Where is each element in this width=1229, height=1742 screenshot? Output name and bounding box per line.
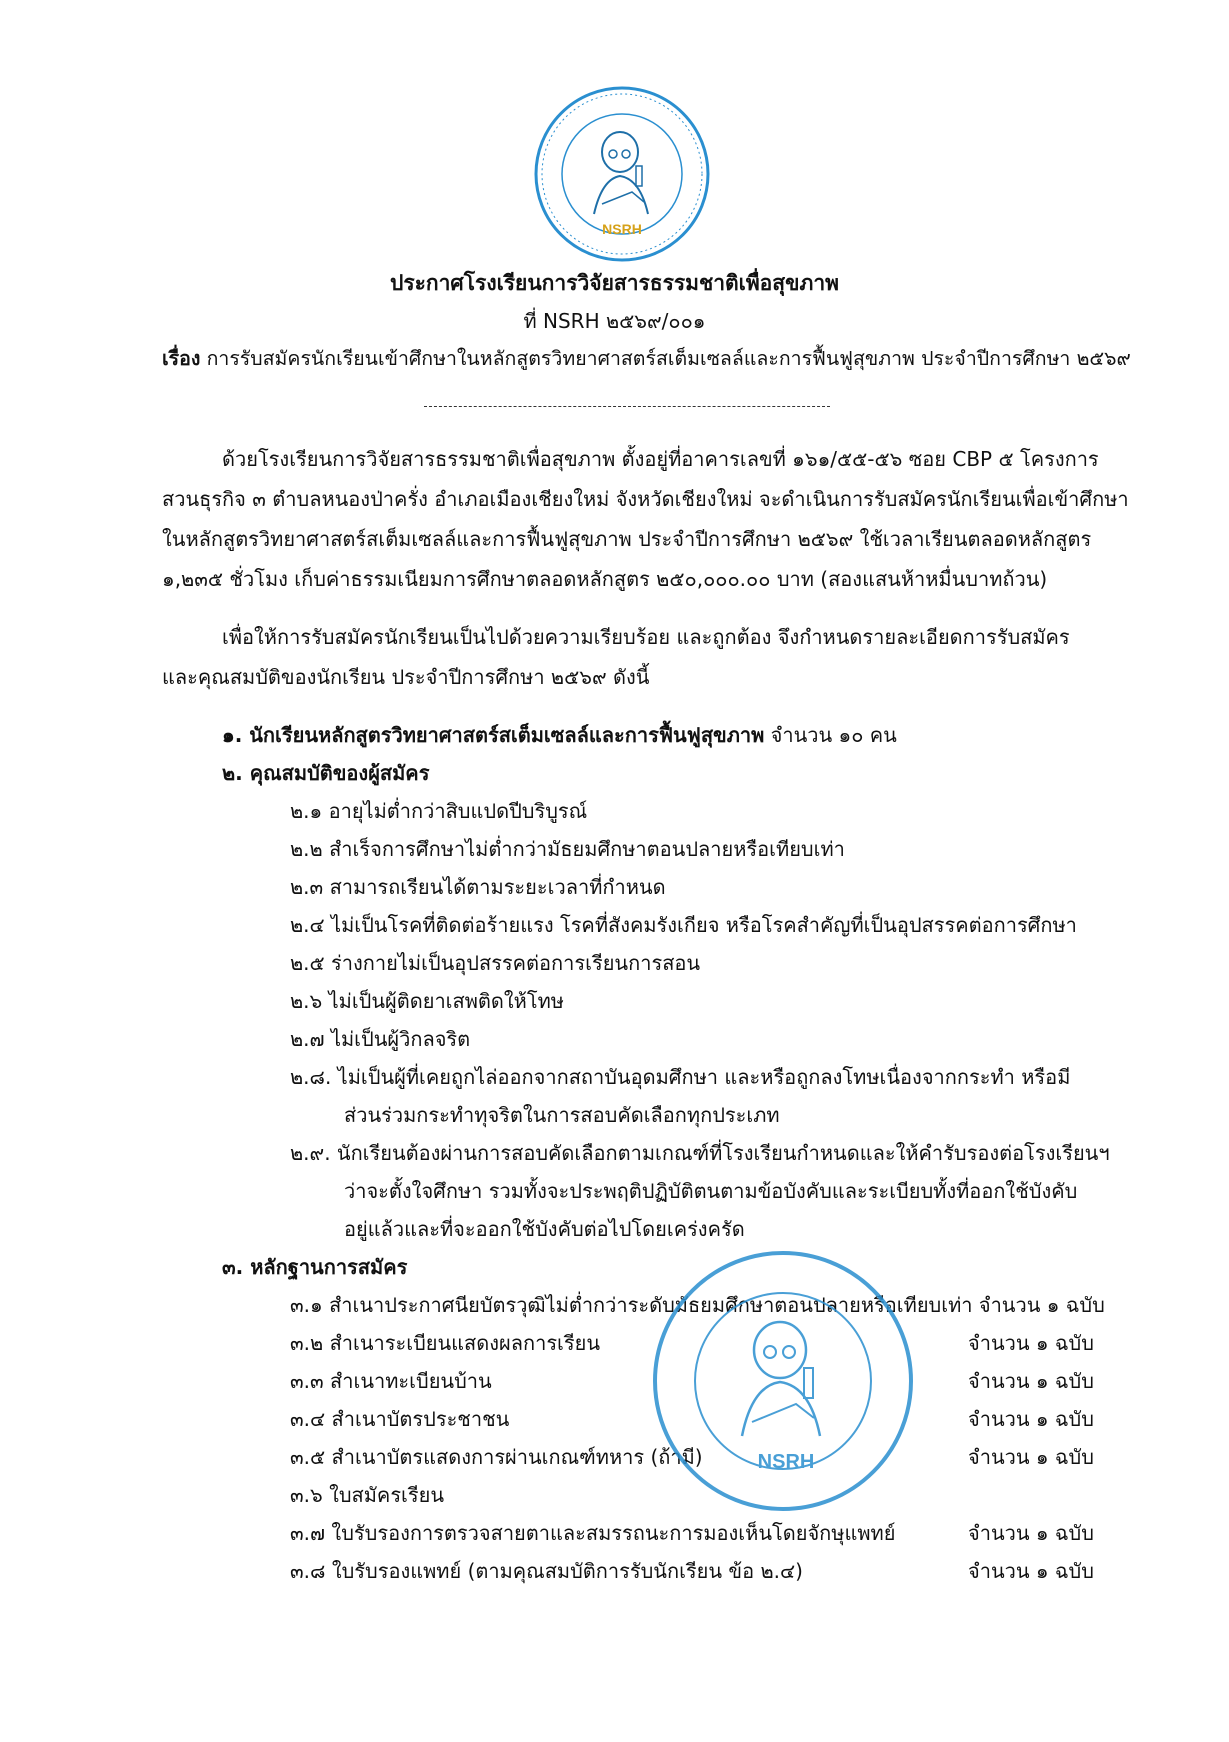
- document-item: ๓.๘ ใบรับรองแพทย์ (ตามคุณสมบัติการรับนักเรียน ข้อ ๒.๔): [290, 1559, 803, 1583]
- qualification-item: ๒.๘. ไม่เป็นผู้ที่เคยถูกไล่ออกจากสถาบันอุดมศึกษา และหรือถูกลงโทษเนื่องจากกระทำ หรือมี: [290, 1065, 1071, 1089]
- qualification-item: ๒.๗ ไม่เป็นผู้วิกลจริต: [290, 1027, 471, 1051]
- document-item: ๓.๓ สำเนาทะเบียนบ้าน: [290, 1369, 492, 1393]
- subject-text: การรับสมัครนักเรียนเข้าศึกษาในหลักสูตรวิทยาศาสตร์สเต็มเซลล์และการฟื้นฟูสุขภาพ ประจำปีการศึกษา ๒๕๖๙: [200, 347, 1131, 370]
- qualification-item: ๒.๒ สำเร็จการศึกษาไม่ต่ำกว่ามัธยมศึกษาตอนปลายหรือเทียบเท่า: [290, 837, 845, 861]
- purpose-line: เพื่อให้การรับสมัครนักเรียนเป็นไปด้วยความเรียบร้อย และถูกต้อง จึงกำหนดรายละเอียดการรับสมัคร: [222, 625, 1070, 649]
- section-1: [222, 720, 897, 750]
- official-stamp-icon: [648, 1246, 918, 1516]
- qualification-item-cont: อยู่แล้วและที่จะออกใช้บังคับต่อไปโดยเคร่งครัด: [344, 1217, 745, 1241]
- document-item: ๓.๔ สำเนาบัตรประชาชน: [290, 1407, 510, 1431]
- document-qty: จำนวน ๑ ฉบับ: [968, 1559, 1094, 1583]
- document-item: ๓.๒ สำเนาระเบียนแสดงผลการเรียน: [290, 1331, 601, 1355]
- section-1-count: จำนวน ๑๐ คน: [764, 723, 897, 747]
- intro-line: ๑,๒๓๕ ชั่วโมง เก็บค่าธรรมเนียมการศึกษาตลอดหลักสูตร ๒๕๐,๐๐๐.๐๐ บาท (สองแสนห้าหมื่นบาทถ้วน): [162, 567, 1048, 591]
- section-2-heading: ๒. คุณสมบัติของผู้สมัคร: [222, 761, 430, 785]
- qualification-item: ๒.๙. นักเรียนต้องผ่านการสอบคัดเลือกตามเกณฑ์ที่โรงเรียนกำหนดและให้คำรับรองต่อโรงเรียนฯ: [290, 1141, 1110, 1165]
- seal-abbr: NSRH: [602, 221, 642, 237]
- qualification-item: ๒.๔ ไม่เป็นโรคที่ติดต่อร้ายแรง โรคที่สังคมรังเกียจ หรือโรคสำคัญที่เป็นอุปสรรคต่อการศึกษา: [290, 913, 1077, 937]
- subject-label: เรื่อง: [162, 347, 201, 370]
- section-1-heading: ๑. นักเรียนหลักสูตรวิทยาศาสตร์สเต็มเซลล์และการฟื้นฟูสุขภาพ: [222, 723, 765, 747]
- school-seal-icon: [532, 84, 712, 264]
- document-item: ๓.๖ ใบสมัครเรียน: [290, 1483, 445, 1507]
- intro-line: สวนธุรกิจ ๓ ตำบลหนองป่าครั่ง อำเภอเมืองเชียงใหม่ จังหวัดเชียงใหม่ จะดำเนินการรับสมัครนักเรียนเพื่อเข้าศึกษา: [162, 487, 1129, 511]
- document-qty: จำนวน ๑ ฉบับ: [968, 1407, 1094, 1431]
- section-3-heading: ๓. หลักฐานการสมัคร: [222, 1255, 408, 1279]
- qualification-item: ๒.๖ ไม่เป็นผู้ติดยาเสพติดให้โทษ: [290, 989, 564, 1013]
- qualification-item-cont: ส่วนร่วมกระทำทุจริตในการสอบคัดเลือกทุกประเภท: [344, 1103, 780, 1127]
- document-qty: จำนวน ๑ ฉบับ: [968, 1369, 1094, 1393]
- document-item: ๓.๗ ใบรับรองการตรวจสายตาและสมรรถนะการมองเห็นโดยจักษุแพทย์: [290, 1521, 896, 1545]
- qualification-item: ๒.๕ ร่างกายไม่เป็นอุปสรรคต่อการเรียนการสอน: [290, 951, 701, 975]
- announcement-number: ที่ NSRH ๒๕๖๙/๐๐๑: [523, 309, 706, 333]
- qualification-item: ๒.๓ สามารถเรียนได้ตามระยะเวลาที่กำหนด: [290, 875, 666, 899]
- document-qty: จำนวน ๑ ฉบับ: [968, 1331, 1094, 1355]
- header-divider: [424, 406, 830, 407]
- purpose-line: และคุณสมบัติของนักเรียน ประจำปีการศึกษา ๒๕๖๙ ดังนี้: [162, 665, 650, 689]
- subject-line: [162, 344, 1131, 374]
- document-item: ๓.๑ สำเนาประกาศนียบัตรวุฒิไม่ต่ำกว่าระดับมัธยมศึกษาตอนปลายหรือเทียบเท่า จำนวน ๑ ฉบับ: [290, 1293, 1105, 1317]
- document-qty: จำนวน ๑ ฉบับ: [968, 1521, 1094, 1545]
- document-qty: จำนวน ๑ ฉบับ: [968, 1445, 1094, 1469]
- qualification-item-cont: ว่าจะตั้งใจศึกษา รวมทั้งจะประพฤติปฏิบัติตนตามข้อบังคับและระเบียบทั้งที่ออกใช้บังคับ: [344, 1179, 1078, 1203]
- qualification-item: ๒.๑ อายุไม่ต่ำกว่าสิบแปดปีบริบูรณ์: [290, 799, 588, 823]
- intro-line: ในหลักสูตรวิทยาศาสตร์สเต็มเซลล์และการฟื้นฟูสุขภาพ ประจำปีการศึกษา ๒๕๖๙ ใช้เวลาเรียนตลอดหลักสูตร: [162, 527, 1092, 551]
- page-title: ประกาศโรงเรียนการวิจัยสารธรรมชาติเพื่อสุขภาพ: [390, 271, 839, 295]
- document-item: ๓.๕ สำเนาบัตรแสดงการผ่านเกณฑ์ทหาร (ถ้ามี): [290, 1445, 703, 1469]
- intro-line: ด้วยโรงเรียนการวิจัยสารธรรมชาติเพื่อสุขภาพ ตั้งอยู่ที่อาคารเลขที่ ๑๖๑/๕๕-๕๖ ซอย CBP ๕ โครงการ: [222, 447, 1099, 471]
- stamp-abbr: NSRH: [757, 1451, 815, 1473]
